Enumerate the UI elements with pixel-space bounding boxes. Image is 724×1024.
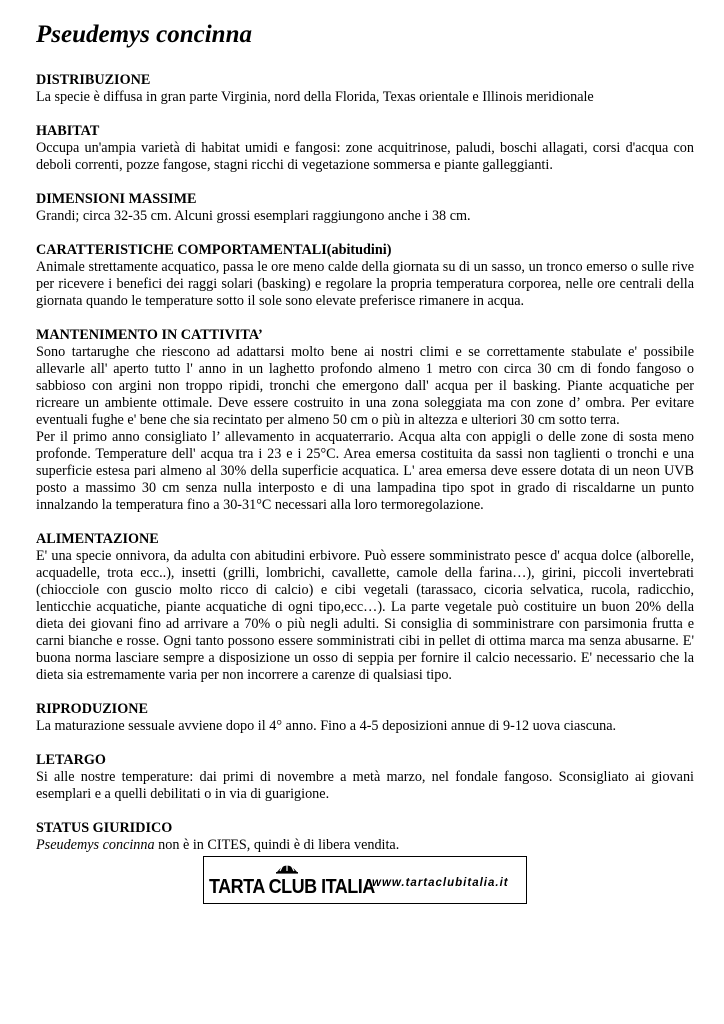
- section-dimensioni: [36, 191, 694, 225]
- status-text: non è in CITES, quindi è di libera vendita.: [154, 837, 400, 853]
- section-heading: MANTENIMENTO IN CATTIVITA’: [36, 327, 263, 343]
- section-status-giuridico: [36, 820, 694, 854]
- section-heading: STATUS GIURIDICO: [36, 820, 173, 836]
- species-name: Pseudemys concinna: [36, 837, 155, 853]
- section-heading: HABITAT: [36, 123, 100, 139]
- logo-name: TARTA CLUB ITALIA: [209, 874, 375, 898]
- section-text: Occupa un'ampia varietà di habitat umidi e fangosi: zone acquitrinose, paludi, boschi allagati, corsi d'acqua con deboli correnti, pozze fangose, stagni ricchi di vegetazione sommersa e piante galleggianti.: [36, 140, 694, 173]
- section-heading: DISTRIBUZIONE: [36, 72, 151, 88]
- document-page: [36, 20, 694, 871]
- section-caratteristiche: [36, 242, 694, 310]
- section-text: E' una specie onnivora, da adulta con abitudini erbivore. Può essere somministrato pesce d' acqua dolce (alborelle, acquadelle, trota ecc..), insetti (grilli, lombrichi, cavallette, camole della farina…), girini, piccoli invertebrati (chiocciole con guscio molto ricco di calcio) e cibi vegetali (tarassaco, cicoria selvatica, rucola, radicchio, lenticchie acquatiche, piante acquatiche di ogni tipo,ecc…). La parte vegetale può costituire un buon 20% della dieta dei giovani fino ad arrivare a 70% o più negli adulti. Si consiglia di somministrare con parsimonia frutta e carni bianche e rosse. Ogni tanto possono essere somministrati cibi in pellet di ottima marca ma senza abusarne. E' buona norma lasciare sempre a disposizione un osso di seppia per fornire il calcio necessario. E' necessario che la dieta sia estremamente varia per non incorrere a carenze di qualsiasi tipo.: [36, 548, 694, 683]
- section-alimentazione: [36, 531, 694, 684]
- section-text: [36, 837, 694, 854]
- section-text: Animale strettamente acquatico, passa le ore meno calde della giornata su di un sasso, un tronco emerso o sulle rive per ricevere i benefici dei raggi solari (basking) e regolare la propria temperatura corporea, nelle ore centrali della giornata quando le temperature sotto il sole sono elevate preferisce rimanere in acqua.: [36, 259, 694, 309]
- section-text: La maturazione sessuale avviene dopo il 4° anno. Fino a 4-5 deposizioni annue di 9-12 uova ciascuna.: [36, 718, 617, 734]
- section-heading-main: CARATTERISTICHE COMPORTAMENTALI: [36, 242, 327, 258]
- section-text: Si alle nostre temperature: dai primi di novembre a metà marzo, nel fondale fangoso. Sconsigliato ai giovani esemplari e a quelli debilitati o in via di guarigione.: [36, 769, 694, 802]
- section-heading: ALIMENTAZIONE: [36, 531, 159, 547]
- section-heading: [36, 242, 694, 259]
- section-heading: LETARGO: [36, 752, 106, 768]
- section-text: Per il primo anno consigliato l’ allevamento in acquaterrario. Acqua alta con appigli o delle zone di sosta meno profonde. Temperature dell' acqua tra i 23 e i 25°C. Area emersa costituita da sassi non taglienti o tronchi e una superficie estesa pari almeno al 30% della superficie acquatica. L' area emersa deve essere dotata di un neon UVB posto a massimo 30 cm senza nulla interposto e di una lampadina tipo spot in grado di riscaldarne un punto innalzando la temperatura fino a 30-31°C necessari alla loro termoregolazione.: [36, 429, 694, 513]
- section-heading: RIPRODUZIONE: [36, 701, 148, 717]
- section-text: Grandi; circa 32-35 cm. Alcuni grossi esemplari raggiungono anche i 38 cm.: [36, 208, 471, 224]
- turtle-shell-icon: [276, 861, 298, 874]
- section-riproduzione: [36, 701, 694, 735]
- page-title: Pseudemys concinna: [36, 21, 252, 48]
- tarta-club-logo: [203, 856, 527, 904]
- section-heading: DIMENSIONI MASSIME: [36, 191, 197, 207]
- section-heading-sub: (abitudini): [326, 242, 392, 258]
- section-habitat: [36, 123, 694, 174]
- section-text: La specie è diffusa in gran parte Virginia, nord della Florida, Texas orientale e Illinois meridionale: [36, 89, 594, 105]
- section-text: Sono tartarughe che riescono ad adattarsi molto bene ai nostri climi e se correttamente stabulate e' possibile allevarle all' aperto tutto l' anno in un laghetto profondo almeno 1 metro con circa 30 cm di fondo fangoso o sabbioso con argini non troppo ripidi, tronchi che emergono dall' acqua per il basking. Piante acquatiche per ricreare un ambiente ottimale. Deve essere costruito in una zona soleggiata ma con zone d’ ombra. Per evitare eventuali fughe e' bene che sia recintato per almeno 50 cm o più in altezza e ulteriori 30 cm sotto terra.: [36, 344, 694, 428]
- logo-url: www.tartaclubitalia.it: [372, 877, 509, 889]
- section-letargo: [36, 752, 694, 803]
- section-mantenimento: [36, 327, 694, 514]
- section-distribuzione: [36, 72, 694, 106]
